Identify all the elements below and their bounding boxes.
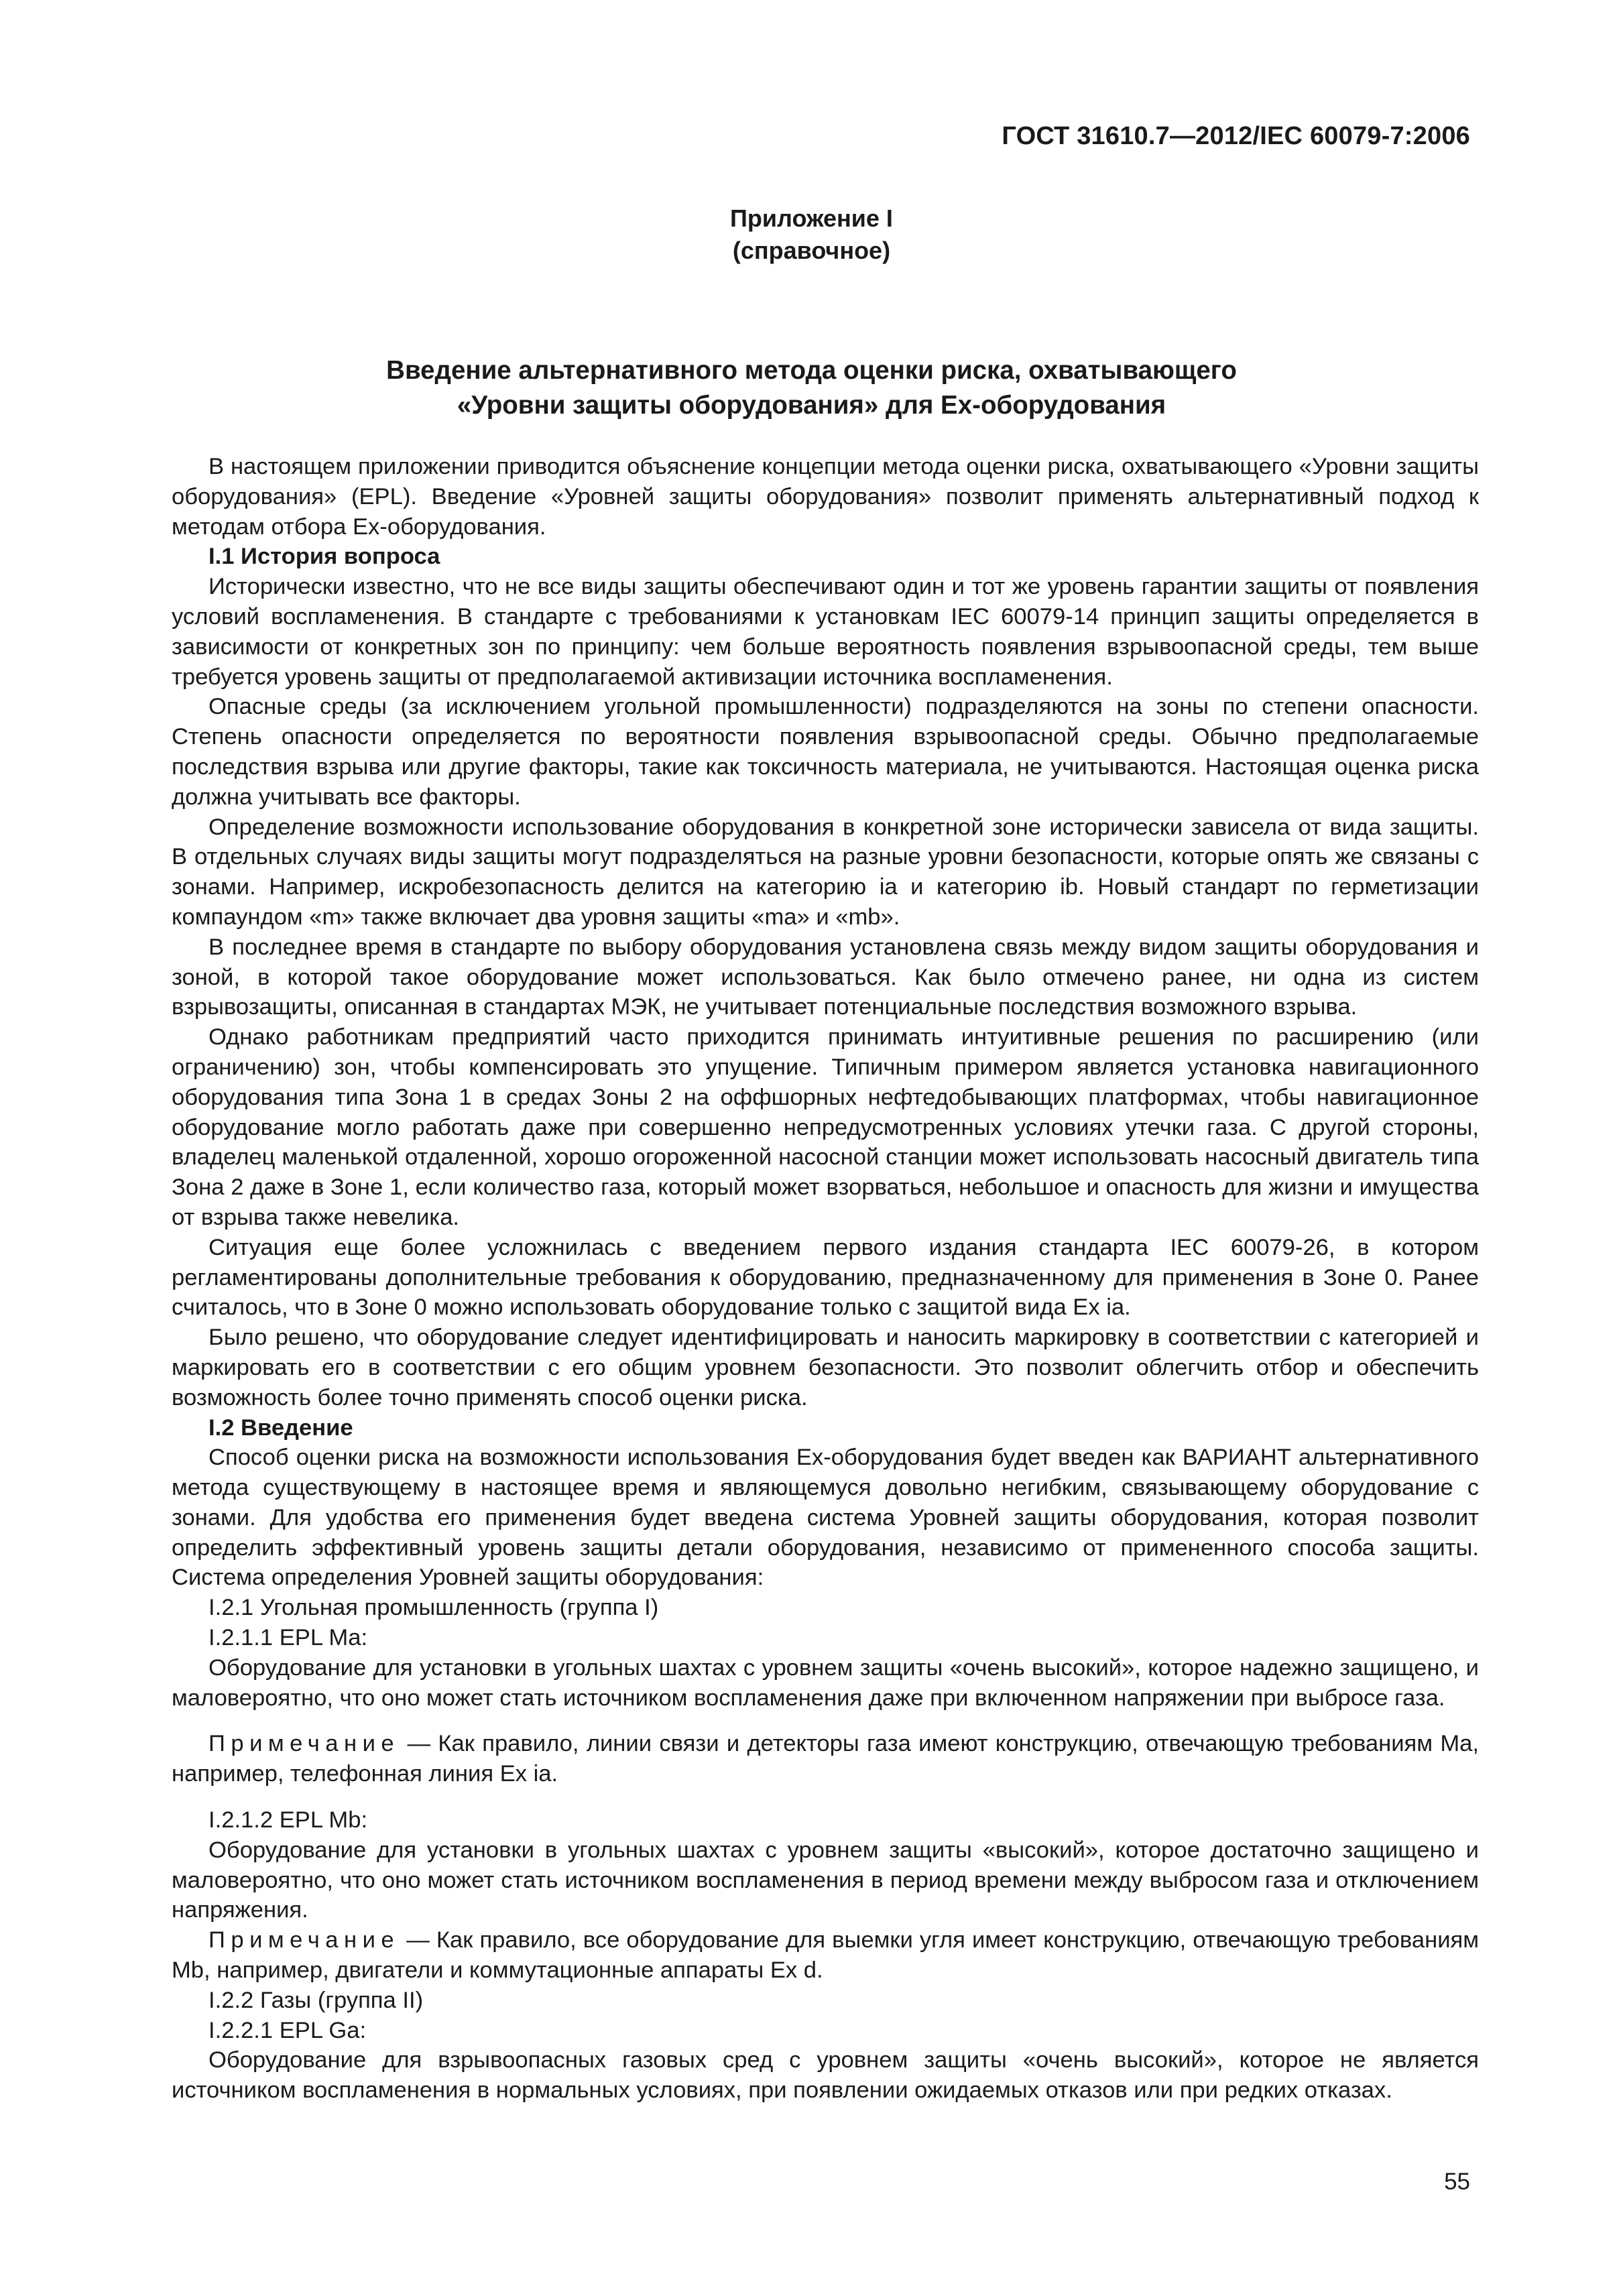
- note-text: — Как правило, линии связи и детекторы газа имеют конструкцию, отвечающую требованиям Ma, например, телефонная линия Ex ia.: [172, 1731, 1479, 1787]
- paragraph: Однако работникам предприятий часто приходится принимать интуитивные решения по расширению (или ограничению) зон, чтобы компенсировать это упущение. Типичным примером является установка навигационного оборудования типа Зона 1 в средах Зоны 2 на оффшорных нефтедобывающих платформах, чтобы навигационное оборудование могло работать даже при совершенно непредусмотренных условиях утечки газа. С другой стороны, владелец маленькой отдаленной, хорошо огороженной насосной станции может использовать насосный двигатель типа Зона 2 даже в Зоне 1, если количество газа, который может взорваться, небольшое и опасность для жизни и имущества от взрыва также невелика.: [172, 1024, 1479, 1230]
- annex-title-line-2: «Уровни защиты оборудования» для Ex-оборудования: [457, 391, 1166, 420]
- clause-label: I.2.1.2 EPL Mb:: [208, 1807, 368, 1833]
- annex-heading: [0, 202, 1623, 267]
- section-heading-i2: I.2 Введение: [208, 1414, 353, 1441]
- section-heading-i1: I.1 История вопроса: [208, 544, 440, 570]
- paragraph: Определение возможности использование оборудования в конкретной зоне исторически зависела от вида защиты. В отдельных случаях виды защиты могут подразделяться на разные уровни безопасности, которые опять же связаны с зонами. Например, искробезопасность делится на категорию ia и категорию ib. Новый стандарт по герметизации компаундом «m» также включает два уровня защиты «ma» и «mb».: [172, 814, 1479, 930]
- intro-paragraph: В настоящем приложении приводится объяснение концепции метода оценки риска, охватывающего «Уровни защиты оборудования» (EPL). Введение «Уровней защиты оборудования» позволит применять альтернативный подход к методам отбора Ex-оборудования.: [172, 454, 1480, 540]
- note-paragraph: [172, 1729, 1479, 1789]
- note-word: Примечание: [208, 1731, 400, 1757]
- paragraph: В последнее время в стандарте по выбору оборудования установлена связь между видом защиты оборудования и зоной, в которой такое оборудование может использоваться. Как было отмечено ранее, ни одна из систем взрывозащиты, описанная в стандартах МЭК, не учитывает потенциальные последствия возможного взрыва.: [172, 934, 1479, 1020]
- note-word: Примечание: [208, 1927, 400, 1953]
- annex-status: (справочное): [732, 237, 891, 264]
- annex-title-line-1: Введение альтернативного метода оценки риска, охватывающего: [386, 356, 1237, 385]
- clause-text: Оборудование для установки в угольных шахтах с уровнем защиты «высокий», которое достаточно защищено и маловероятно, что оно может стать источником воспламенения в период времени между выбросом газа и отключением напряжения.: [172, 1837, 1479, 1923]
- clause-text: Оборудование для взрывоопасных газовых сред с уровнем защиты «очень высокий», которое не является источником воспламенения в нормальных условиях, при появлении ожидаемых отказов или при редких отказах.: [172, 2047, 1479, 2104]
- clause-label: I.2.2 Газы (группа II): [208, 1987, 424, 2013]
- note-paragraph: [172, 1925, 1479, 1986]
- paragraph: Исторически известно, что не все виды защиты обеспечивают один и тот же уровень гарантии защиты от появления условий воспламенения. В стандарте с требованиями к установкам IEC 60079-14 принцип защиты определяется в зависимости от конкретных зон по принципу: чем больше вероятность появления взрывоопасной среды, тем выше требуется уровень защиты от предполагаемой активизации источника воспламенения.: [172, 574, 1479, 690]
- paragraph: Было решено, что оборудование следует идентифицировать и наносить маркировку в соответствии с категорией и маркировать его в соответствии с его общим уровнем безопасности. Это позволит облегчить отбор и обеспечить возможность более точно применять способ оценки риска.: [172, 1325, 1479, 1410]
- clause-label: I.2.2.1 EPL Ga:: [208, 2017, 367, 2043]
- page-number: 55: [1444, 2169, 1470, 2195]
- clause-label: I.2.1.1 EPL Ma:: [208, 1625, 368, 1651]
- annex-label: Приложение I: [730, 204, 893, 232]
- note-text: — Как правило, все оборудование для выемки угля имеет конструкцию, отвечающую требованиям Mb, например, двигатели и коммутационные аппараты Ex d.: [172, 1927, 1479, 1984]
- clause-label: I.2.1 Угольная промышленность (группа I): [208, 1595, 659, 1621]
- standard-code-header: ГОСТ 31610.7—2012/IEC 60079-7:2006: [1002, 122, 1470, 150]
- paragraph: Ситуация еще более усложнилась с введением первого издания стандарта IEC 60079-26, в котором регламентированы дополнительные требования к оборудованию, предназначенному для применения в Зоне 0. Ранее считалось, что в Зоне 0 можно использовать оборудование только с защитой вида Ex ia.: [172, 1234, 1479, 1321]
- paragraph: Опасные среды (за исключением угольной промышленности) подразделяются на зоны по степени опасности. Степень опасности определяется по вероятности появления взрывоопасной среды. Обычно предполагаемые последствия взрыва или другие факторы, такие как токсичность материала, не учитываются. Настоящая оценка риска должна учитывать все факторы.: [172, 694, 1479, 810]
- paragraph: Способ оценки риска на возможности использования Ex-оборудования будет введен как ВАРИАНТ альтернативного метода существующему в настоящее время и являющемуся довольно негибким, связывающему оборудование с зонами. Для удобства его применения будет введена система Уровней защиты оборудования, которая позволит определить эффективный уровень защиты детали оборудования, независимо от примененного способа защиты. Система определения Уровней защиты оборудования:: [172, 1445, 1479, 1591]
- annex-title: [0, 353, 1623, 423]
- clause-text: Оборудование для установки в угольных шахтах с уровнем защиты «очень высокий», которое надежно защищено, и маловероятно, что оно может стать источником воспламенения даже при включенном напряжении при выбросе газа.: [172, 1654, 1479, 1711]
- document-body: [172, 452, 1479, 2106]
